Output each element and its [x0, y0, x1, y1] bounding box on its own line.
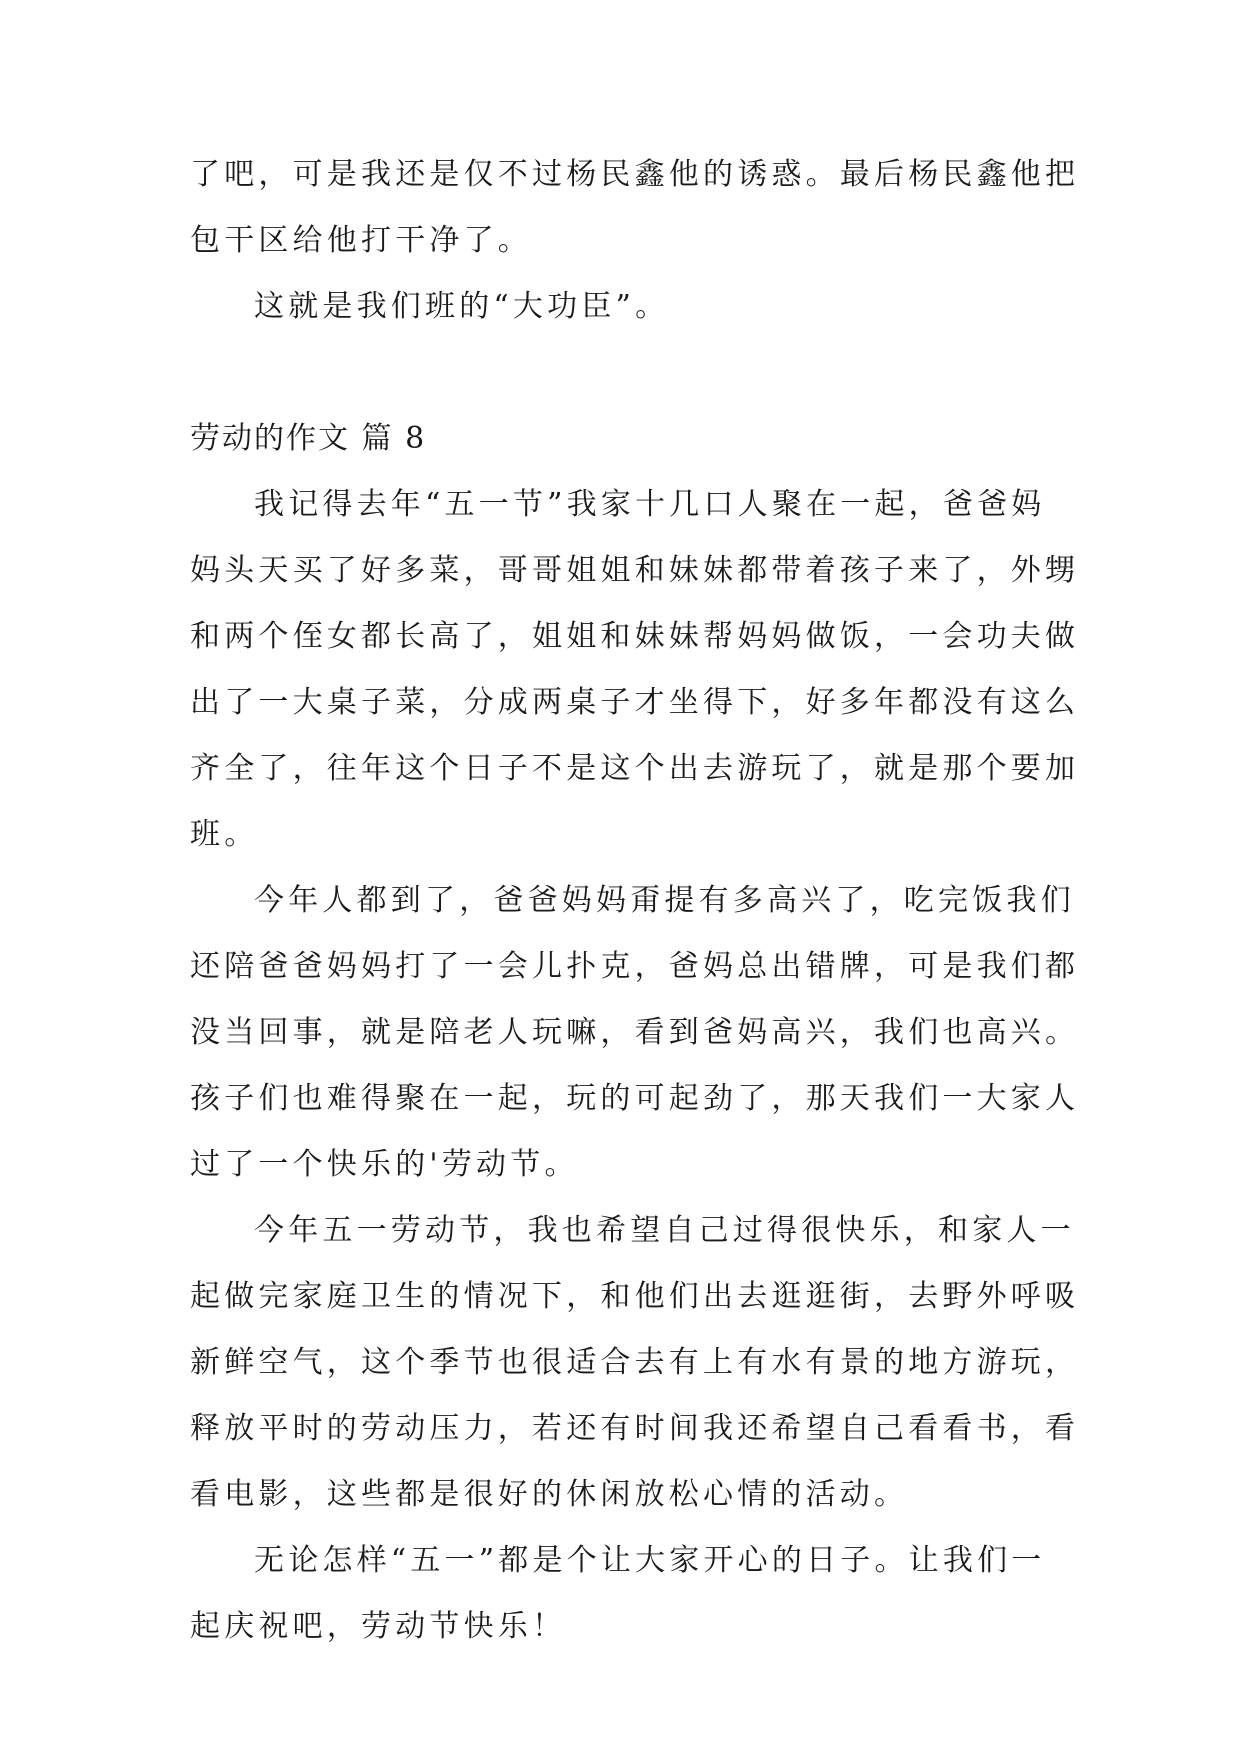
text-line: 没当回事，就是陪老人玩嘛，看到爸妈高兴，我们也高兴。: [190, 1015, 1080, 1050]
text-line: 无论怎样“五一”都是个让大家开心的日子。让我们一: [254, 1543, 1046, 1578]
text-line: 班。: [190, 817, 259, 852]
text-line: 我记得去年“五一节”我家十几口人聚在一起，爸爸妈: [254, 487, 1046, 522]
text-line: 这就是我们班的“大功臣”。: [254, 289, 670, 324]
text-line: 了吧，可是我还是仅不过杨民鑫他的诱惑。最后杨民鑫他把: [190, 157, 1080, 192]
text-line: 齐全了，往年这个日子不是这个出去游玩了，就是那个要加: [190, 751, 1080, 786]
text-line: 包干区给他打干净了。: [190, 223, 532, 258]
text-line: 释放平时的劳动压力，若还有时间我还希望自己看看书，看: [190, 1411, 1080, 1446]
section-heading: 劳动的作文 篇 8: [190, 421, 427, 456]
text-line: 起庆祝吧，劳动节快乐！: [190, 1609, 567, 1644]
text-line: 看电影，这些都是很好的休闲放松心情的活动。: [190, 1477, 909, 1512]
text-line: 孩子们也难得聚在一起，玩的可起劲了，那天我们一大家人: [190, 1081, 1080, 1116]
blank-line: [190, 358, 1060, 388]
text-line: 今年人都到了，爸爸妈妈甭提有多高兴了，吃完饭我们: [254, 883, 1075, 918]
text-line: 出了一大桌子菜，分成两桌子才坐得下，好多年都没有这么: [190, 685, 1080, 720]
text-line: 和两个侄女都长高了，姐姐和妹妹帮妈妈做饭，一会功夫做: [190, 619, 1080, 654]
text-line: 过了一个快乐的'劳动节。: [190, 1147, 579, 1182]
text-line: 还陪爸爸妈妈打了一会儿扑克，爸妈总出错牌，可是我们都: [190, 949, 1080, 984]
document-body: [190, 157, 1080, 1678]
text-line: 新鲜空气，这个季节也很适合去有上有水有景的地方游玩，: [190, 1345, 1080, 1380]
text-line: 妈头天买了好多菜，哥哥姐姐和妹妹都带着孩子来了，外甥: [190, 553, 1080, 588]
text-line: 今年五一劳动节，我也希望自己过得很快乐，和家人一: [254, 1213, 1075, 1248]
text-line: 起做完家庭卫生的情况下，和他们出去逛逛街，去野外呼吸: [190, 1279, 1080, 1314]
